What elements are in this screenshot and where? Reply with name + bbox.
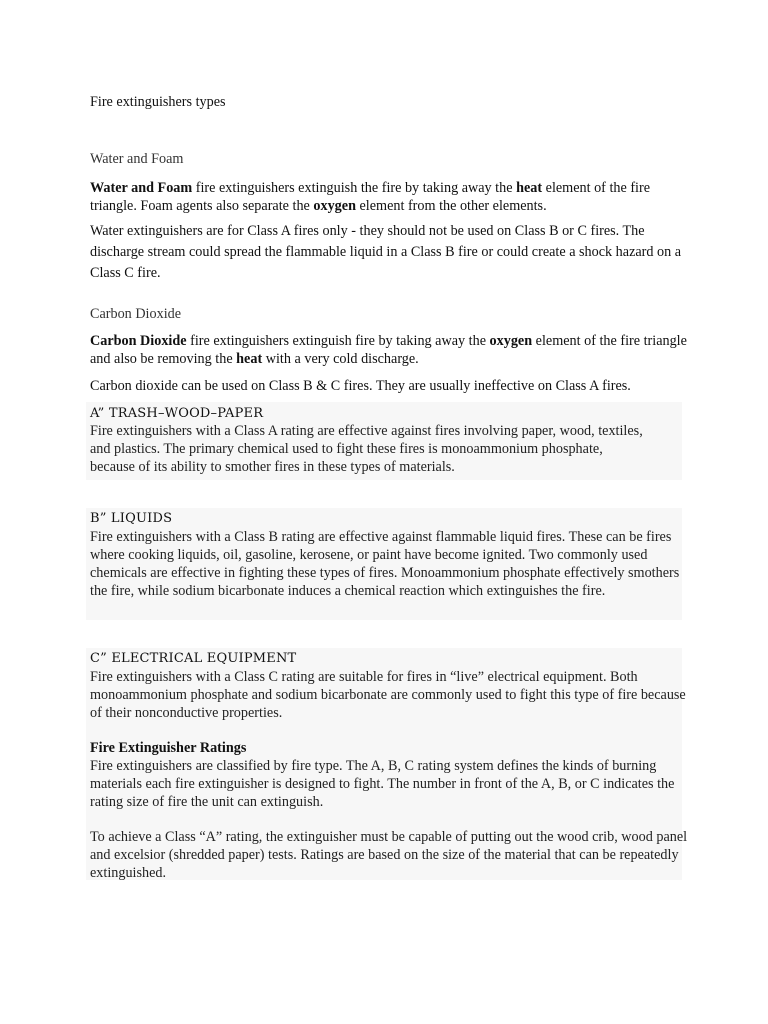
co2-paragraph-1 bbox=[90, 332, 690, 368]
co2-heading: Carbon Dioxide bbox=[90, 306, 182, 322]
bold-term: oxygen bbox=[489, 333, 533, 349]
text-run: element of the fire triangle. Foam agents also separate the bbox=[90, 180, 651, 214]
class-a-body: Fire extinguishers with a Class A rating are effective against fires involving paper, wood, textiles, and plastics. The primary chemical used to fight these fires is monoammonium phosphate, because of its ability to smother fires in these types of materials. bbox=[90, 423, 643, 475]
text-run: with a very cold discharge. bbox=[262, 351, 419, 367]
bold-term: oxygen bbox=[313, 198, 356, 214]
ratings-body-2: To achieve a Class “A” rating, the extinguisher must be capable of putting out the wood crib, wood panel and excelsior (shredded paper) tests. Ratings are based on the size of the material that can be repeatedly extinguished. bbox=[90, 829, 688, 881]
class-c-heading: C” ELECTRICAL EQUIPMENT bbox=[90, 651, 297, 666]
document-title: Fire extinguishers types bbox=[90, 94, 226, 110]
text-run: fire extinguishers extinguish the fire by taking away the bbox=[192, 180, 517, 196]
ratings-body: Fire extinguishers are classified by fire type. The A, B, C rating system defines the kinds of burning materials each fire extinguisher is designed to fight. The number in front of the A, B, or C indicates the rating size of fire the unit can extinguish. bbox=[90, 758, 675, 810]
water-foam-paragraph-2: Water extinguishers are for Class A fires only - they should not be used on Class B or C fires. The discharge stream could spread the flammable liquid in a Class B fire or could create a shock hazard on a Class C fire. bbox=[90, 223, 682, 281]
bold-term: heat bbox=[236, 351, 263, 367]
text-run: element of the fire triangle and also be removing the bbox=[90, 333, 687, 367]
text-run: element from the other elements. bbox=[355, 198, 547, 214]
ratings-heading: Fire Extinguisher Ratings bbox=[90, 740, 247, 756]
class-a-heading: A” TRASH–WOOD–PAPER bbox=[90, 406, 264, 421]
bold-term: Carbon Dioxide bbox=[90, 333, 187, 349]
water-foam-heading: Water and Foam bbox=[90, 151, 184, 167]
class-b-body: Fire extinguishers with a Class B rating are effective against flammable liquid fires. These can be fires where cooking liquids, oil, gasoline, kerosene, or paint have become ignited. Two commonly used chemicals are effective in fighting these types of fires. Monoammonium phosphate effectively smothers the fire, while sodium bicarbonate induces a chemical reaction which extinguishes the fire. bbox=[90, 529, 680, 599]
class-c-body: Fire extinguishers with a Class C rating are suitable for fires in “live” electrical equipment. Both monoammonium phosphate and sodium bicarbonate are commonly used to fight this type of fire because of their nonconductive properties. bbox=[90, 669, 686, 721]
text-run: fire extinguishers extinguish fire by taking away the bbox=[186, 333, 490, 349]
water-foam-paragraph-1 bbox=[90, 179, 690, 215]
class-b-heading: B” LIQUIDS bbox=[90, 511, 173, 526]
bold-term: heat bbox=[516, 180, 543, 196]
bold-term: Water and Foam bbox=[90, 180, 193, 196]
co2-paragraph-2: Carbon dioxide can be used on Class B & C fires. They are usually ineffective on Class A fires. bbox=[90, 378, 631, 394]
